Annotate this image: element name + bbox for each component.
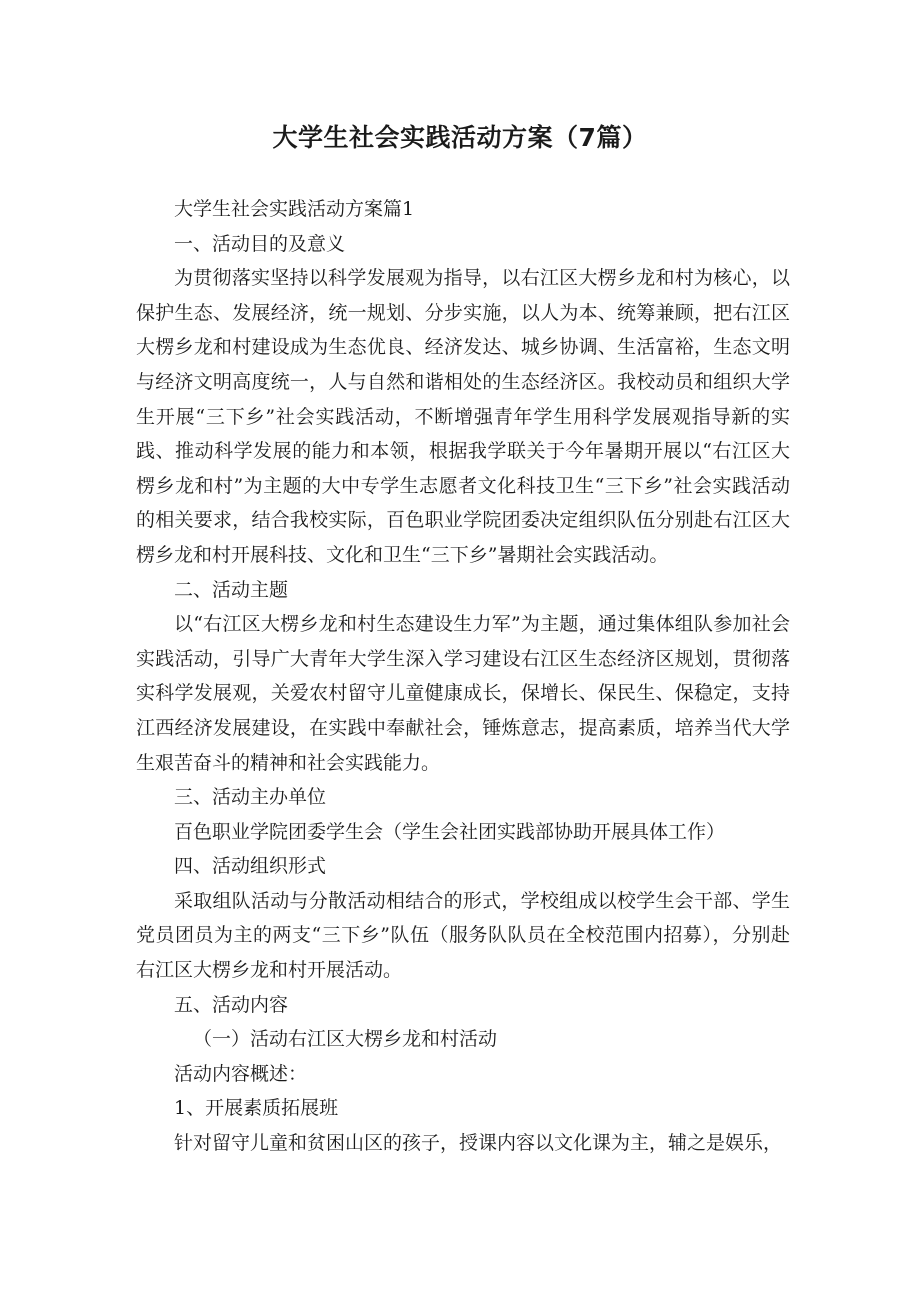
paragraph: 以“右江区大楞乡龙和村生态建设生力军”为主题，通过集体组队参加社会实践活动，引导广大青年大学生深入学习建设右江区生态经济区规划，贯彻落实科学发展观，关爱农村留守儿童健康成长，保增长、保民生、保稳定，支持江西经济发展建设，在实践中奉献社会，锤炼意志，提高素质，培养当代大学生艰苦奋斗的精神和社会实践能力。 <box>136 613 790 774</box>
paragraph: 活动内容概述： <box>174 1062 308 1085</box>
paragraph: 百色职业学院团委学生会（学生会社团实践部协助开展具体工作） <box>174 820 726 843</box>
paragraph: 四、活动组织形式 <box>174 855 327 878</box>
paragraph: 采取组队活动与分散活动相结合的形式，学校组成以校学生会干部、学生党员团员为主的两支“三下乡”队伍（服务队队员在全校范围内招募），分别赴右江区大楞乡龙和村开展活动。 <box>136 889 790 982</box>
paragraph: 大学生社会实践活动方案篇1 <box>174 198 415 220</box>
paragraph: 一、活动目的及意义 <box>174 232 346 255</box>
document-title: 大学生社会实践活动方案（7篇） <box>272 123 648 152</box>
paragraph: （一）活动右江区大楞乡龙和村活动 <box>193 1028 498 1051</box>
paragraph: 为贯彻落实坚持以科学发展观为指导，以右江区大楞乡龙和村为核心，以保护生态、发展经济，统一规划、分步实施，以人为本、统筹兼顾，把右江区大楞乡龙和村建设成为生态优良、经济发达、城乡协调、生活富裕，生态文明与经济文明高度统一，人与自然和谐相处的生态经济区。我校动员和组织大学生开展“三下乡”社会实践活动，不断增强青年学生用科学发展观指导新的实践、推动科学发展的能力和本领，根据我学联关于今年暑期开展以“右江区大楞乡龙和村”为主题的大中专学生志愿者文化科技卫生“三下乡”社会实践活动的相关要求，结合我校实际，百色职业学院团委决定组织队伍分别赴右江区大楞乡龙和村开展科技、文化和卫生“三下乡”暑期社会实践活动。 <box>136 267 790 566</box>
paragraph: 针对留守儿童和贫困山区的孩子，授课内容以文化课为主，辅之是娱乐， <box>174 1132 783 1155</box>
paragraph: 五、活动内容 <box>174 993 289 1016</box>
paragraph: 三、活动主办单位 <box>174 786 327 809</box>
paragraph: 1、开展素质拓展班 <box>174 1097 339 1120</box>
document-body <box>136 192 790 1161</box>
paragraph: 二、活动主题 <box>174 578 289 601</box>
